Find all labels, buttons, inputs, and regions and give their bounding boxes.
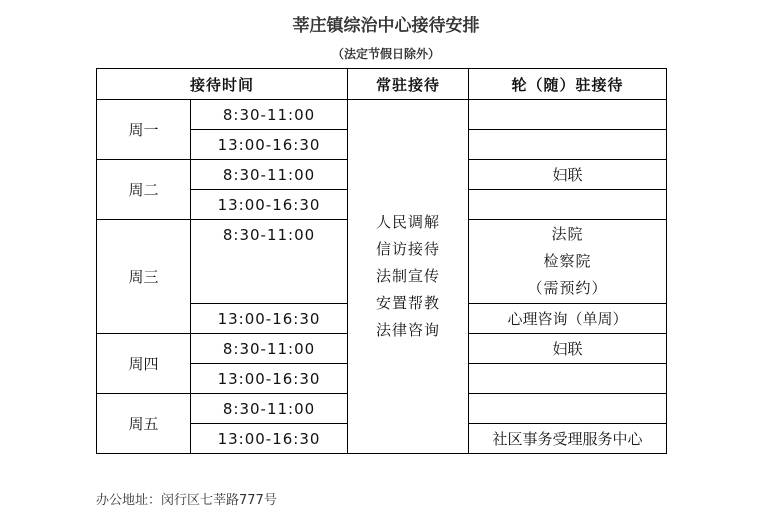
rotating-cell: 社区事务受理服务中心 (469, 424, 667, 454)
service-item: 安置帮教 (376, 294, 441, 312)
time-cell: 13:00-16:30 (191, 424, 348, 454)
rotating-cell (469, 394, 667, 424)
service-item: 法律咨询 (376, 321, 441, 339)
day-cell: 周五 (97, 394, 191, 454)
rotating-cell: 妇联 (469, 160, 667, 190)
header-row (97, 69, 667, 100)
rotating-cell (469, 190, 667, 220)
time-cell: 13:00-16:30 (191, 364, 348, 394)
rotating-item: 检察院 (543, 252, 592, 270)
page-title: 莘庄镇综治中心接待安排 (292, 16, 480, 36)
time-cell: 13:00-16:30 (191, 304, 348, 334)
day-cell: 周一 (97, 100, 191, 160)
rotating-cell (469, 220, 667, 304)
service-item: 信访接待 (376, 240, 441, 258)
service-item: 法制宣传 (376, 267, 441, 285)
rotating-item: 法院 (551, 225, 584, 243)
day-cell: 周三 (97, 220, 191, 334)
time-cell: 8:30-11:00 (191, 334, 348, 364)
header-permanent: 常驻接待 (348, 69, 469, 100)
permanent-services-list (376, 209, 440, 344)
time-cell: 13:00-16:30 (191, 190, 348, 220)
time-cell: 8:30-11:00 (191, 100, 348, 130)
rotating-cell (469, 130, 667, 160)
day-cell: 周四 (97, 334, 191, 394)
time-cell: 8:30-11:00 (191, 160, 348, 190)
rotating-cell: 妇联 (469, 334, 667, 364)
header-rotating: 轮（随）驻接待 (469, 69, 667, 100)
page-subtitle: （法定节假日除外） (331, 47, 440, 61)
rotating-cell (469, 100, 667, 130)
table-row (97, 100, 667, 130)
rotating-cell: 心理咨询（单周） (469, 304, 667, 334)
office-address: 办公地址：闵行区七莘路777号 (96, 493, 277, 508)
service-item: 人民调解 (376, 213, 441, 231)
header-time: 接待时间 (97, 69, 348, 100)
time-cell: 13:00-16:30 (191, 130, 348, 160)
day-cell: 周二 (97, 160, 191, 220)
permanent-services-cell (348, 100, 469, 454)
time-cell: 8:30-11:00 (191, 394, 348, 424)
rotating-cell (469, 364, 667, 394)
rotating-item: （需预约） (527, 279, 608, 297)
schedule-table (96, 68, 667, 454)
time-cell: 8:30-11:00 (191, 220, 348, 304)
